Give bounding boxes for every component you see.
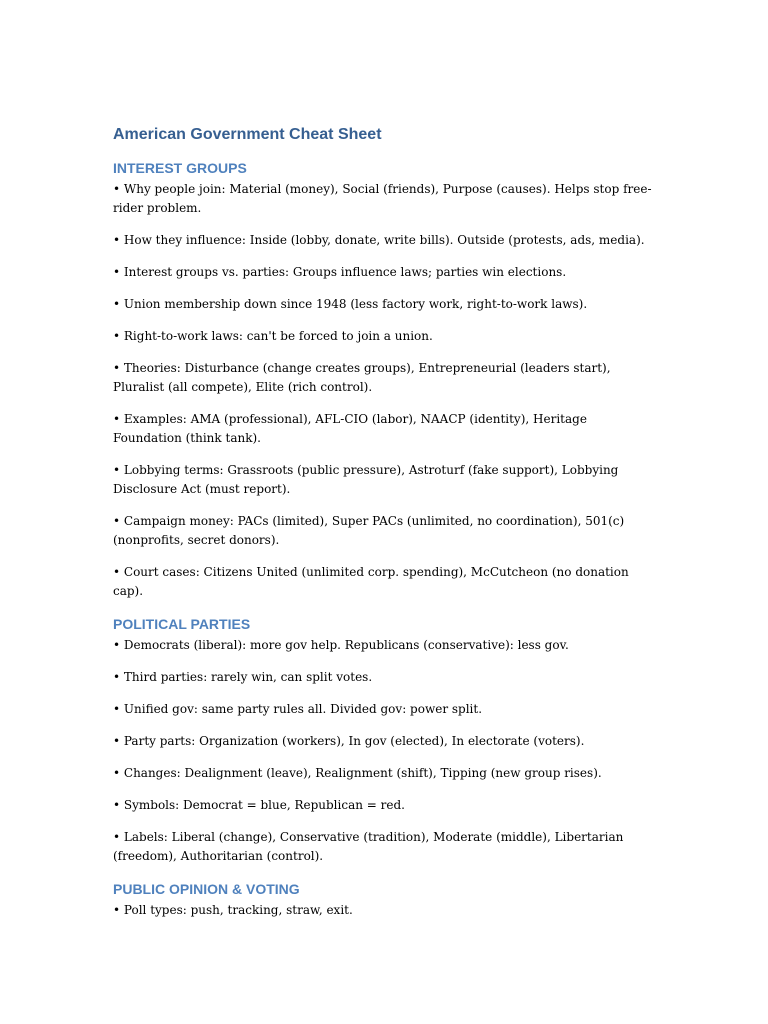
bullet-item: • Democrats (liberal): more gov help. Republicans (conservative): less gov. (113, 638, 569, 652)
bullet-item: • Unified gov: same party rules all. Divided gov: power split. (113, 702, 483, 716)
bullet-item: • Lobbying terms: Grassroots (public pressure), Astroturf (fake support), Lobbying Disclosure Act (must report). (113, 463, 619, 496)
bullet-item: • Right-to-work laws: can't be forced to join a union. (113, 329, 433, 343)
bullet-item: • Poll types: push, tracking, straw, exit. (113, 903, 353, 917)
bullet-item: • Party parts: Organization (workers), In gov (elected), In electorate (voters). (113, 734, 585, 748)
bullet-item: • Examples: AMA (professional), AFL-CIO (labor), NAACP (identity), Heritage Foundation (think tank). (113, 412, 587, 445)
bullet-item: • Labels: Liberal (change), Conservative (tradition), Moderate (middle), Libertarian (freedom), Authoritarian (control). (113, 830, 624, 863)
document-page (113, 124, 653, 933)
bullet-item: • Union membership down since 1948 (less factory work, right-to-work laws). (113, 297, 588, 311)
bullet-item: • How they influence: Inside (lobby, donate, write bills). Outside (protests, ads, media). (113, 233, 645, 247)
bullet-item: • Theories: Disturbance (change creates groups), Entrepreneurial (leaders start), Pluralist (all compete), Elite (rich control). (113, 361, 611, 394)
document-title: American Government Cheat Sheet (113, 126, 382, 143)
bullet-item: • Symbols: Democrat = blue, Republican = red. (113, 798, 405, 812)
section-heading: INTEREST GROUPS (113, 160, 247, 176)
bullet-item: • Interest groups vs. parties: Groups influence laws; parties win elections. (113, 265, 567, 279)
section-political-parties (113, 614, 653, 866)
bullet-list (113, 901, 653, 920)
section-heading: PUBLIC OPINION & VOTING (113, 881, 300, 897)
bullet-list (113, 180, 653, 601)
section-heading: POLITICAL PARTIES (113, 616, 251, 632)
section-public-opinion-voting (113, 879, 653, 920)
bullet-list (113, 636, 653, 866)
bullet-item: • Third parties: rarely win, can split votes. (113, 670, 373, 684)
bullet-item: • Changes: Dealignment (leave), Realignment (shift), Tipping (new group rises). (113, 766, 602, 780)
section-interest-groups (113, 158, 653, 601)
bullet-item: • Why people join: Material (money), Social (friends), Purpose (causes). Helps stop free-rider problem. (113, 182, 652, 215)
bullet-item: • Court cases: Citizens United (unlimited corp. spending), McCutcheon (no donation cap). (113, 565, 629, 598)
bullet-item: • Campaign money: PACs (limited), Super PACs (unlimited, no coordination), 501(c) (nonprofits, secret donors). (113, 514, 625, 547)
